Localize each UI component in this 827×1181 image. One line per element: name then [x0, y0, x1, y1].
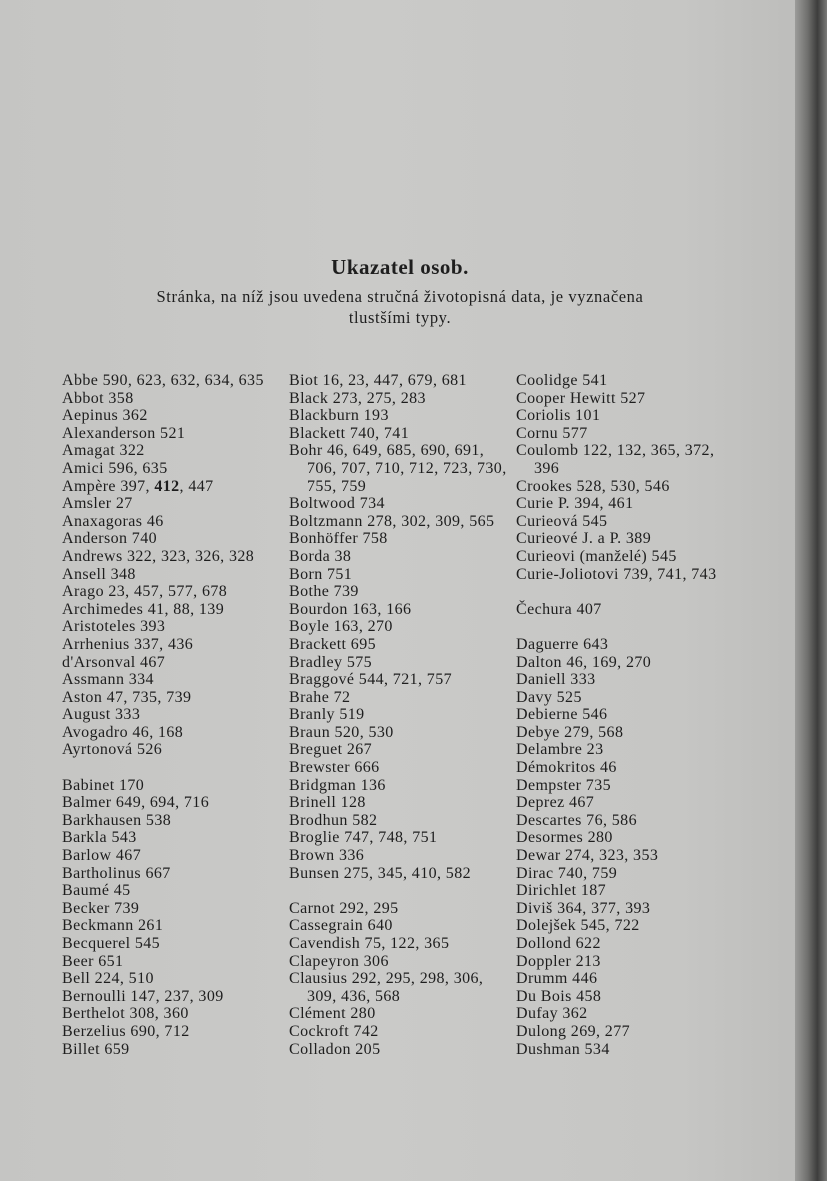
index-entry: Dewar 274, 323, 353 [516, 847, 659, 865]
index-entry: Delambre 23 [516, 741, 604, 759]
index-entry: Bartholinus 667 [62, 864, 171, 882]
index-entry: Biot 16, 23, 447, 679, 681 [289, 372, 467, 389]
index-entry: Cornu 577 [516, 424, 588, 442]
index-entry: Amagat 322 [62, 442, 145, 460]
index-entry: August 333 [62, 706, 141, 724]
index-entry: Ampère 397, 412, 447 [62, 477, 214, 495]
index-entry: Colladon 205 [289, 1040, 381, 1058]
index-entry: Aepinus 362 [62, 407, 148, 425]
index-entry: Boyle 163, 270 [289, 618, 393, 636]
index-entry: Dalton 46, 169, 270 [516, 653, 652, 671]
index-entry: Curie-Joliotovi 739, 741, 743 [516, 565, 717, 583]
letter-group-gap [516, 583, 738, 601]
index-column-2 [289, 372, 507, 1058]
index-entry: Billet 659 [62, 1040, 130, 1058]
index-entry: Braun 520, 530 [289, 723, 394, 741]
index-entry: Branly 519 [289, 706, 365, 724]
index-entry: Borda 38 [289, 547, 352, 565]
index-entry: Crookes 528, 530, 546 [516, 477, 670, 495]
index-entry: Berthelot 308, 360 [62, 1005, 189, 1023]
index-entry: Curieovi (manželé) 545 [516, 547, 677, 565]
letter-group-gap [62, 759, 280, 777]
index-entry: Drumm 446 [516, 970, 598, 988]
book-spine-shadow [795, 0, 827, 1181]
index-entry: d'Arsonval 467 [62, 653, 166, 671]
index-entry: Daniell 333 [516, 671, 596, 689]
index-entry: Brodhun 582 [289, 811, 378, 829]
index-entry: Avogadro 46, 168 [62, 723, 184, 741]
index-entry: Bunsen 275, 345, 410, 582 [289, 864, 471, 882]
index-entry: Alexanderson 521 [62, 424, 186, 442]
index-entry: Brewster 666 [289, 759, 380, 777]
index-entry: Dempster 735 [516, 776, 612, 794]
index-entry: Anaxagoras 46 [62, 512, 164, 530]
index-entry: Assmann 334 [62, 671, 154, 689]
index-entry: Becquerel 545 [62, 935, 161, 952]
subtitle-line-1: Stránka, na níž jsou uvedena stručná životopisná data, je vyznačena [156, 287, 644, 306]
index-entry: Archimedes 41, 88, 139 [62, 600, 225, 618]
index-entry: Becker 739 [62, 899, 140, 917]
index-entry: Brown 336 [289, 847, 365, 865]
index-entry: Berzelius 690, 712 [62, 1022, 190, 1040]
index-entry: Braggové 544, 721, 757 [289, 671, 453, 689]
index-entry: Doppler 213 [516, 952, 601, 970]
index-entry: Dufay 362 [516, 1005, 588, 1023]
index-entry: Debierne 546 [516, 706, 608, 724]
index-entry: Baumé 45 [62, 882, 131, 900]
index-entry: Démokritos 46 [516, 759, 617, 777]
index-entry: Cooper Hewitt 527 [516, 389, 646, 407]
index-entry: Dulong 269, 277 [516, 1022, 630, 1040]
index-entry: Dushman 534 [516, 1040, 610, 1058]
index-entry: Diviš 364, 377, 393 [516, 899, 651, 917]
index-entry: Bridgman 136 [289, 776, 386, 794]
index-entry: Desormes 280 [516, 829, 613, 847]
index-entry: Clausius 292, 295, 298, 306, 309, 436, 568 [289, 970, 484, 1005]
index-entry: Balmer 649, 694, 716 [62, 794, 210, 812]
index-entry: Breguet 267 [289, 741, 373, 759]
index-entry: Aston 47, 735, 739 [62, 688, 192, 706]
index-entry: Black 273, 275, 283 [289, 389, 426, 407]
index-entry: Abbe 590, 623, 632, 634, 635 [62, 372, 264, 389]
index-entry: Anderson 740 [62, 530, 158, 548]
index-entry: Coriolis 101 [516, 407, 601, 425]
index-entry: Cavendish 75, 122, 365 [289, 935, 450, 952]
index-entry: Bonhöffer 758 [289, 530, 388, 548]
index-entry: Deprez 467 [516, 794, 595, 812]
index-entry: Bothe 739 [289, 583, 359, 601]
index-entry: Coulomb 122, 132, 365, 372, 396 [516, 442, 715, 477]
index-entry: Bohr 46, 649, 685, 690, 691, 706, 707, 710, 712, 723, 730, 755, 759 [289, 442, 507, 495]
index-title: Ukazatel osob. [331, 255, 469, 279]
index-subtitle [90, 286, 710, 328]
index-entry: Amici 596, 635 [62, 459, 168, 477]
index-entry: Clément 280 [289, 1005, 376, 1023]
index-column-3 [516, 372, 738, 1058]
index-entry: Cassegrain 640 [289, 917, 393, 935]
index-entry: Daguerre 643 [516, 635, 609, 653]
index-entry: Dollond 622 [516, 935, 601, 952]
index-entry: Debye 279, 568 [516, 723, 624, 741]
index-entry: Carnot 292, 295 [289, 899, 399, 917]
index-entry: Aristoteles 393 [62, 618, 166, 636]
index-entry: Curie P. 394, 461 [516, 495, 634, 513]
index-entry: Dirichlet 187 [516, 882, 607, 900]
index-entry: Bell 224, 510 [62, 970, 154, 988]
bold-page-number: 412 [154, 477, 180, 495]
index-entry: Andrews 322, 323, 326, 328 [62, 547, 255, 565]
index-entry: Arago 23, 457, 577, 678 [62, 583, 228, 601]
index-entry: Du Bois 458 [516, 987, 602, 1005]
index-entry: Davy 525 [516, 688, 582, 706]
index-entry: Descartes 76, 586 [516, 811, 637, 829]
index-entry: Coolidge 541 [516, 372, 608, 389]
index-entry: Boltzmann 278, 302, 309, 565 [289, 512, 495, 530]
index-column-1 [62, 372, 280, 1058]
index-entry: Clapeyron 306 [289, 952, 389, 970]
index-entry: Cockroft 742 [289, 1022, 379, 1040]
index-entry: Curieové J. a P. 389 [516, 530, 652, 548]
index-entry: Abbot 358 [62, 389, 134, 407]
index-entry: Blackett 740, 741 [289, 424, 410, 442]
index-entry: Born 751 [289, 565, 353, 583]
index-entry: Curieová 545 [516, 512, 608, 530]
index-entry: Amsler 27 [62, 495, 133, 513]
index-entry: Dolejšek 545, 722 [516, 917, 640, 935]
index-entry: Boltwood 734 [289, 495, 385, 513]
index-entry: Čechura 407 [516, 600, 602, 618]
index-entry: Bourdon 163, 166 [289, 600, 412, 618]
index-entry: Blackburn 193 [289, 407, 389, 425]
index-entry: Beckmann 261 [62, 917, 164, 935]
index-entry: Brahe 72 [289, 688, 351, 706]
index-entry: Broglie 747, 748, 751 [289, 829, 438, 847]
index-entry: Brinell 128 [289, 794, 366, 812]
index-entry: Beer 651 [62, 952, 124, 970]
index-entry: Barkla 543 [62, 829, 137, 847]
subtitle-line-2: tlustšími typy. [348, 308, 452, 327]
index-entry: Arrhenius 337, 436 [62, 635, 194, 653]
index-entry: Barlow 467 [62, 847, 142, 865]
letter-group-gap [516, 618, 738, 636]
index-entry: Brackett 695 [289, 635, 376, 653]
index-entry: Babinet 170 [62, 776, 145, 794]
index-entry: Dirac 740, 759 [516, 864, 618, 882]
index-entry: Ayrtonová 526 [62, 741, 163, 759]
index-entry: Bernoulli 147, 237, 309 [62, 987, 224, 1005]
index-entry: Barkhausen 538 [62, 811, 172, 829]
letter-group-gap [289, 882, 507, 900]
index-entry: Bradley 575 [289, 653, 373, 671]
index-entry: Ansell 348 [62, 565, 136, 583]
